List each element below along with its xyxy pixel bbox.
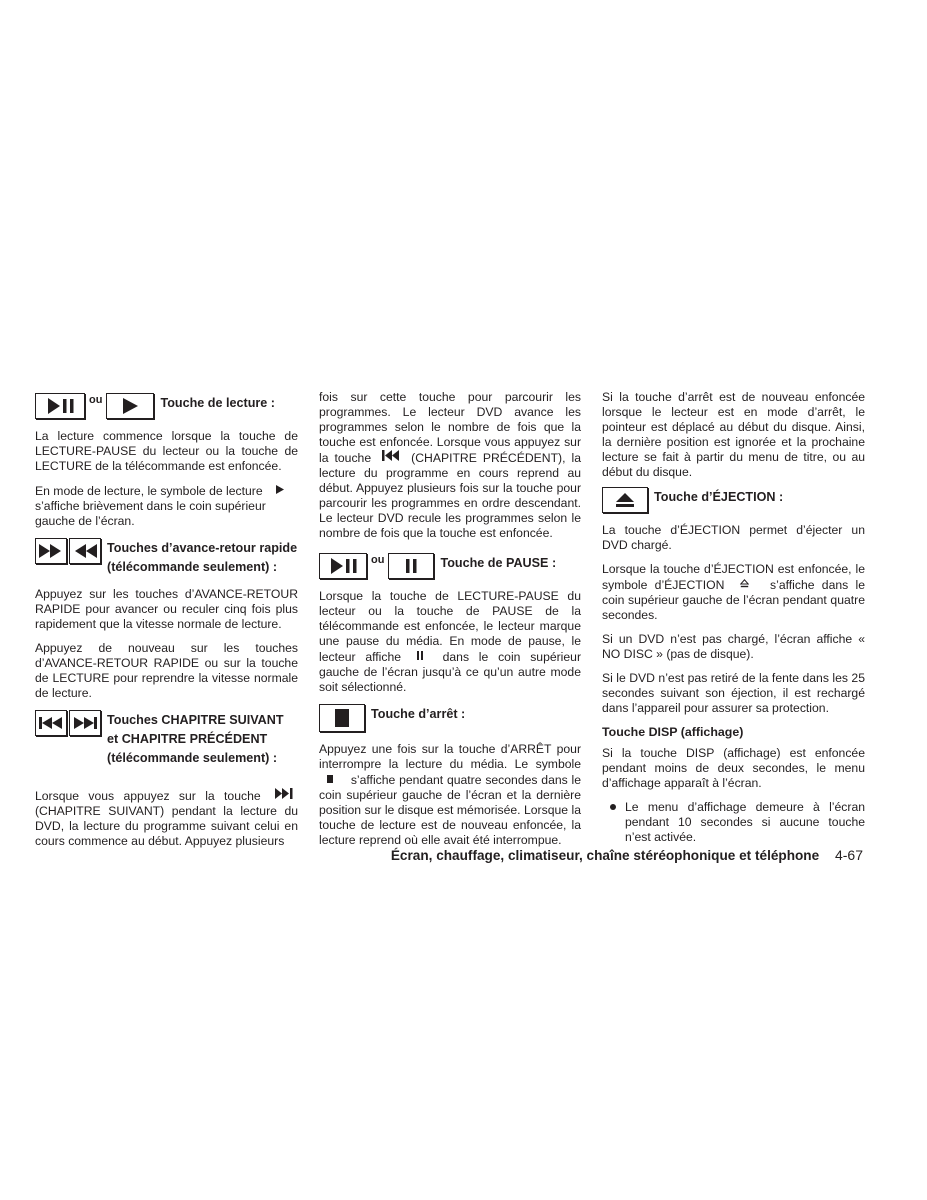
fast-forward-key-icon (35, 538, 67, 564)
paragraph: Si le DVD n’est pas retiré de la fente dans les 25 secondes suivant son éjection, il est rechargé dans l’appareil pour assurer sa protection. (602, 671, 865, 715)
paragraph-previous-chapter (319, 390, 581, 541)
list-item-text: Le menu d’affichage demeure à l’écran pendant 10 secondes si aucune touche n’est activée. (625, 800, 865, 844)
heading-title: Touche de lecture : (160, 396, 275, 410)
previous-chapter-key-icon (35, 710, 67, 736)
paragraph-stop (319, 742, 581, 848)
text: s’affiche dans le coin supérieur gauche de l’écran pendant quatre secondes. (602, 578, 865, 622)
paragraph: Si un DVD n’est pas chargé, l’écran affiche « NO DISC » (pas de disque). (602, 632, 865, 661)
text: dans le coin supérieur gauche de l’écran jusqu’à ce qu’un autre mode soit sélectionné. (319, 650, 582, 694)
paragraph: Si la touche d’arrêt est de nouveau enfoncée lorsque le lecteur est en mode d’arrêt, le pointeur est déplacé au début du disque. Ainsi, la dernière position est ignorée et la prochaine lecture se fait à partir du menu de titre, ou au début du disque. (602, 390, 865, 479)
text: fois sur cette touche pour parcourir les programmes. Le lecteur DVD avance les programmes selon le nombre de fois que la touche est enfoncée. Lorsque vous appuyez sur la touche (319, 390, 581, 465)
play-pause-key-icon (35, 393, 85, 419)
paragraph: Si la touche DISP (affichage) est enfoncée pendant moins de deux secondes, le menu d’affichage apparaît à l’écran. (602, 746, 865, 790)
heading-fast-forward-rewind (35, 538, 298, 577)
paragraph-next-chapter (35, 788, 298, 849)
heading-title: Touches d’avance-retour rapide (télécommande seulement) : (107, 541, 298, 574)
paragraph-play-symbol (35, 483, 298, 529)
heading-title: Touche d’arrêt : (371, 707, 466, 721)
text: (CHAPITRE SUIVANT) pendant la lecture du DVD, la lecture du programme suivant celui en cours commence au début. Appuyez plusieurs (35, 804, 298, 848)
pause-key-icon (388, 553, 434, 579)
or-label: ou (89, 394, 103, 406)
eject-key-icon (602, 487, 648, 513)
bullet-icon (610, 804, 616, 810)
text: s’affiche pendant quatre secondes dans le coin supérieur gauche de l’écran et la dernière position sur le disque est mémorisée. Lorsque la touche de lecture est de nouveau enfoncée, la lecture reprend où elle avait été interrompue. (319, 773, 581, 847)
column-3 (602, 390, 865, 845)
stop-key-icon (319, 704, 365, 732)
page-footer (391, 847, 863, 863)
section-title: Écran, chauffage, climatiseur, chaîne stéréophonique et téléphone (390, 848, 820, 863)
paragraph: Appuyez sur les touches d’AVANCE-RETOUR RAPIDE pour avancer ou reculer cinq fois plus rapidement que la vitesse normale de lecture. (35, 587, 298, 631)
paragraph-pause (319, 589, 581, 695)
page-number: 4-67 (834, 847, 863, 863)
text: s’affiche brièvement dans le coin supérieur gauche de l’écran. (35, 499, 266, 528)
text: En mode de lecture, le symbole de lecture (35, 484, 263, 498)
text: Lorsque la touche de LECTURE-PAUSE du lecteur ou la touche de PAUSE de la télécommande est enfoncée, le lecteur marque une pause du média. En mode de pause, le lecteur affiche (319, 589, 581, 664)
paragraph: La lecture commence lorsque la touche de LECTURE-PAUSE du lecteur ou la touche de LECTURE de la télécommande est enfoncée. (35, 429, 298, 473)
paragraph: La touche d’ÉJECTION permet d’éjecter un DVD chargé. (602, 523, 865, 552)
text: Lorsque vous appuyez sur la touche (35, 789, 261, 803)
or-label: ou (371, 554, 385, 566)
heading-eject-key (602, 487, 865, 513)
play-key-icon (106, 393, 154, 419)
list-item (608, 800, 865, 845)
heading-pause-key (319, 553, 581, 579)
column-2 (319, 390, 581, 857)
heading-title: Touche de PAUSE : (440, 556, 557, 570)
text: (CHAPITRE PRÉCÉDENT), la lecture du programme en cours reprend au début. Appuyez plusieurs fois sur la touche pour parcourir les programmes en ordre descendant. Le lecteur DVD recule les programmes selon le nombre de fois que la touche est enfoncée. (319, 451, 581, 540)
rewind-key-icon (69, 538, 101, 564)
paragraph: Appuyez de nouveau sur les touches d’AVANCE-RETOUR RAPIDE ou sur la touche de LECTURE pour reprendre la vitesse normale de lecture. (35, 641, 298, 700)
pause-symbol-icon (417, 649, 423, 664)
heading-title: Touche d’ÉJECTION : (654, 490, 784, 504)
text: Appuyez une fois sur la touche d’ARRÊT pour interrompre la lecture du média. Le symbole (319, 742, 581, 771)
heading-disp-key: Touche DISP (affichage) (602, 725, 744, 739)
text: Lorsque la touche d’ÉJECTION est enfoncée, le symbole d’ÉJECTION (602, 562, 865, 592)
eject-symbol-icon (740, 577, 749, 592)
paragraph-eject (602, 562, 865, 623)
play-pause-key-icon (319, 553, 367, 579)
heading-play-key (35, 393, 298, 419)
play-symbol-icon (276, 483, 284, 498)
heading-chapter-keys (35, 710, 298, 768)
stop-symbol-icon (327, 772, 333, 787)
next-chapter-symbol-icon (274, 788, 294, 803)
column-1 (35, 390, 298, 858)
previous-chapter-symbol-icon (381, 450, 401, 465)
heading-stop-key (319, 704, 581, 732)
heading-title: Touches CHAPITRE SUIVANT et CHAPITRE PRÉCÉDENT (télécommande seulement) : (107, 713, 284, 765)
next-chapter-key-icon (69, 710, 101, 736)
